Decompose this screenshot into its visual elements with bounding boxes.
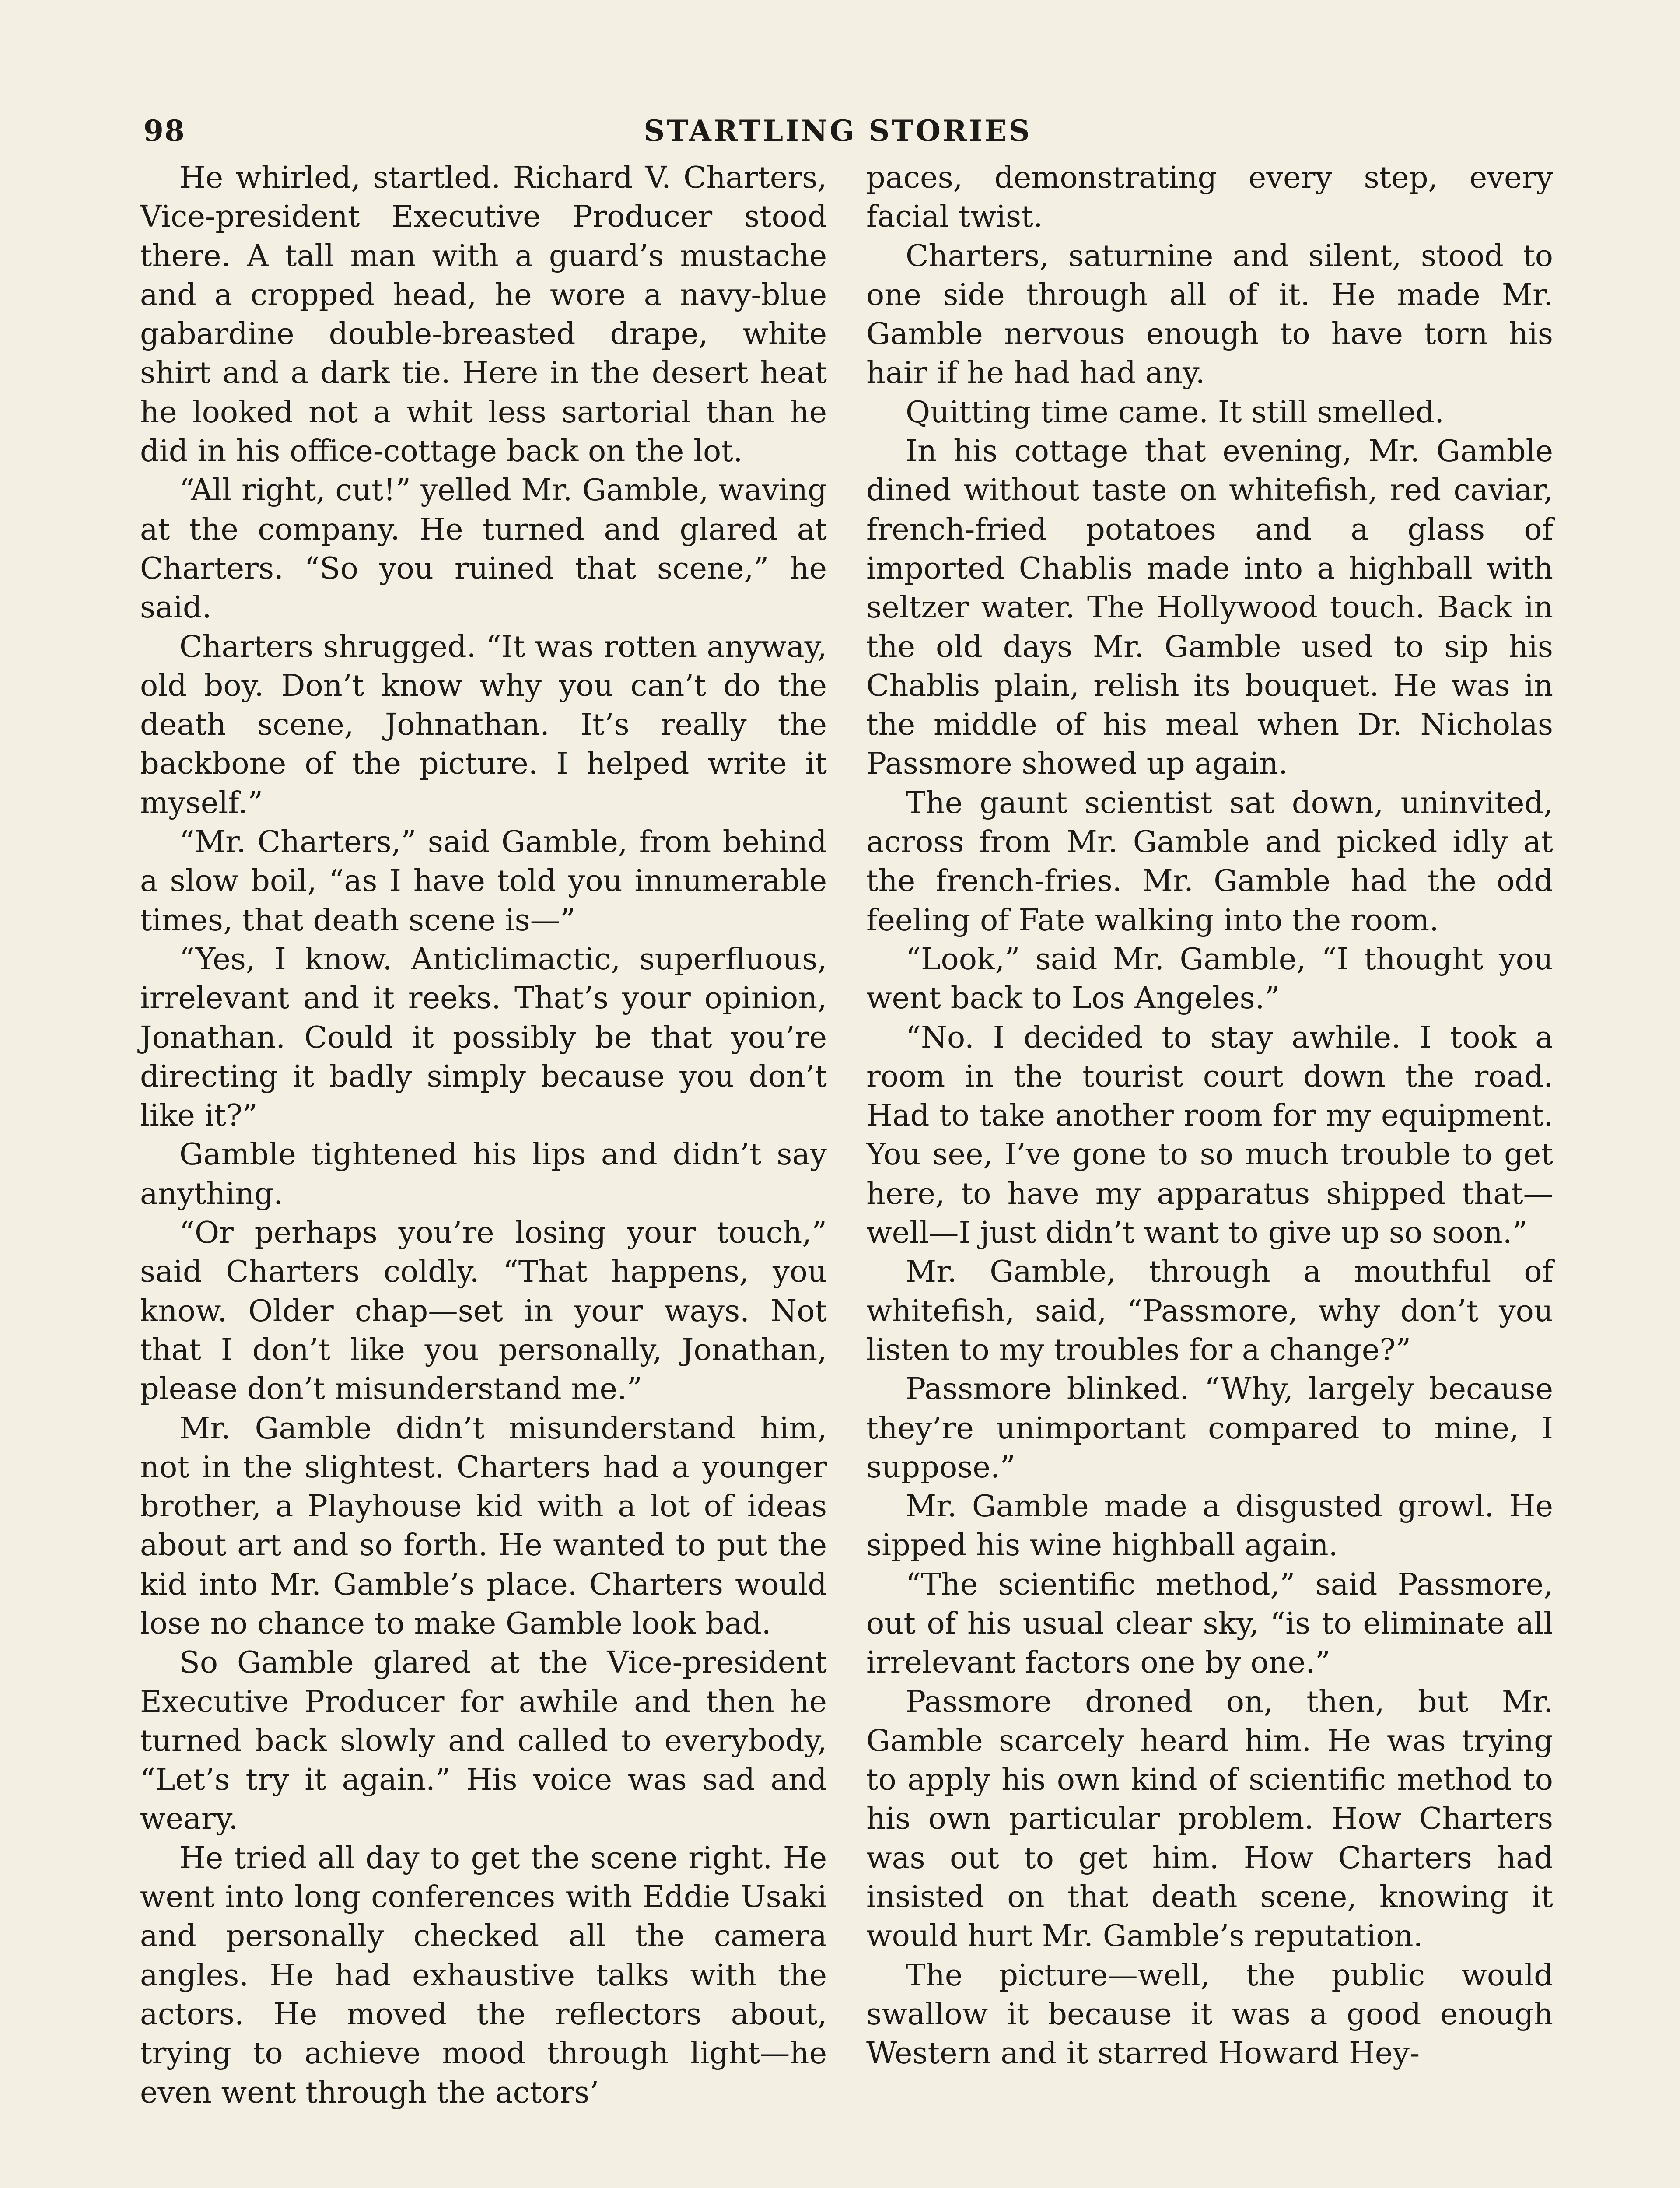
paragraph: Mr. Gamble, through a mouthful of whitefish, said, “Passmore, why don’t you listen to my troubles for a change?” [866, 1254, 1553, 1368]
page-header [140, 105, 1536, 153]
paragraph: “No. I decided to stay awhile. I took a room in the tourist court down the road. Had to take another room for my equipment. You see, I’ve gone to so much trouble to get here, to have my apparatus shipped that—well—I just didn’t want to give up so soon.” [866, 1020, 1553, 1251]
paragraph: He whirled, startled. Richard V. Charters, Vice-president Executive Producer stood there. A tall man with a guard’s mustache and a cropped head, he wore a navy-blue gabardine double-breasted drape, white shirt and a dark tie. Here in the desert heat he looked not a whit less sartorial than he did in his office-cottage back on the lot. [140, 160, 827, 469]
left-column [140, 158, 827, 2112]
paragraph: Mr. Gamble didn’t misunderstand him, not in the slightest. Charters had a younger brother, a Playhouse kid with a lot of ideas about art and so forth. He wanted to put the kid into Mr. Gamble’s place. Charters would lose no chance to make Gamble look bad. [140, 1410, 827, 1641]
paragraph: He tried all day to get the scene right. He went into long conferences with Eddie Usaki and personally checked all the camera angles. He had exhaustive talks with the actors. He moved the reflectors about, trying to achieve mood through light—he even went through the actors’ [140, 1840, 827, 2110]
paragraph: “Yes, I know. Anticlimactic, superfluous, irrelevant and it reeks. That’s your opinion, Jonathan. Could it possibly be that you’re directing it badly simply because you don’t like it?” [140, 941, 827, 1133]
paragraph: Passmore droned on, then, but Mr. Gamble scarcely heard him. He was trying to apply his own kind of scientific method to his own particular problem. How Charters was out to get him. How Charters had insisted on that death scene, knowing it would hurt Mr. Gamble’s reputation. [866, 1684, 1553, 1954]
paragraph: “Look,” said Mr. Gamble, “I thought you went back to Los Angeles.” [866, 941, 1553, 1016]
paragraph-continued: paces, demonstrating every step, every facial twist. [866, 160, 1553, 235]
paragraph: So Gamble glared at the Vice-president Executive Producer for awhile and then he turned back slowly and called to everybody, “Let’s try it again.” His voice was sad and weary. [140, 1645, 827, 1837]
paragraph: “Mr. Charters,” said Gamble, from behind a slow boil, “as I have told you innumerable times, that death scene is—” [140, 824, 827, 938]
paragraph: “All right, cut!” yelled Mr. Gamble, waving at the company. He turned and glared at Charters. “So you ruined that scene,” he said. [140, 473, 827, 625]
paragraph: The picture—well, the public would swallow it because it was a good enough Western and it starred Howard Hey- [866, 1957, 1553, 2071]
paragraph: Mr. Gamble made a disgusted growl. He sipped his wine highball again. [866, 1489, 1553, 1563]
paragraph: Gamble tightened his lips and didn’t say anything. [140, 1137, 827, 1211]
paragraph: Quitting time came. It still smelled. [906, 394, 1444, 430]
magazine-title: STARTLING STORIES [644, 114, 1032, 148]
paragraph: Passmore blinked. “Why, largely because they’re unimportant compared to mine, I suppose.” [866, 1371, 1553, 1485]
right-column [866, 158, 1553, 2073]
paragraph: In his cottage that evening, Mr. Gamble dined without taste on whitefish, red caviar, french-fried potatoes and a glass of imported Chablis made into a highball with seltzer water. The Hollywood touch. Back in the old days Mr. Gamble used to sip his Chablis plain, relish its bouquet. He was in the middle of his meal when Dr. Nicholas Passmore showed up again. [866, 434, 1553, 782]
paragraph: “Or perhaps you’re losing your touch,” said Charters coldly. “That happens, you know. Older chap—set in your ways. Not that I don’t like you personally, Jonathan, please don’t misunderstand me.” [140, 1215, 827, 1407]
paragraph: Charters shrugged. “It was rotten anyway, old boy. Don’t know why you can’t do the death scene, Johnathan. It’s really the backbone of the picture. I helped write it myself.” [140, 629, 827, 820]
paragraph: Charters, saturnine and silent, stood to one side through all of it. He made Mr. Gamble nervous enough to have torn his hair if he had had any. [866, 238, 1553, 391]
paragraph: The gaunt scientist sat down, uninvited, across from Mr. Gamble and picked idly at the french-fries. Mr. Gamble had the odd feeling of Fate walking into the room. [866, 785, 1553, 938]
page-number: 98 [144, 114, 186, 148]
paragraph: “The scientific method,” said Passmore, out of his usual clear sky, “is to eliminate all irrelevant factors one by one.” [866, 1567, 1553, 1680]
